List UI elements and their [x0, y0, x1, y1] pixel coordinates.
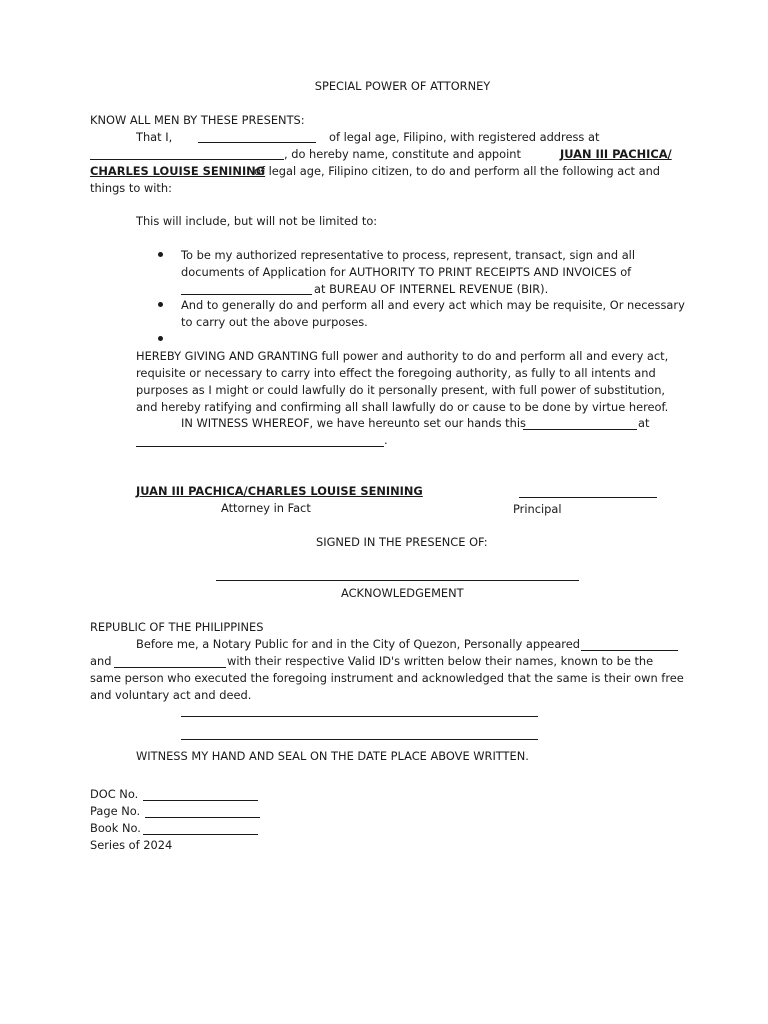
include-text: This will include, but will not be limited to:: [136, 214, 378, 228]
bullet-dot: [158, 252, 163, 257]
opening-line: KNOW ALL MEN BY THESE PRESENTS:: [90, 113, 305, 127]
doc-no-label: DOC No.: [90, 787, 139, 801]
principal-name-blank: [198, 142, 316, 143]
granting-line2: requisite or necessary to carry into effect the foregoing authority, as fully to all intents and: [136, 366, 656, 380]
bullet-dot: [158, 302, 163, 307]
granting-line3: purposes as I might or could lawfully do it personally present, with full power of substitution,: [136, 383, 666, 397]
bullet1-line3: at BUREAU OF INTERNEL REVENUE (BIR).: [314, 282, 549, 296]
republic-heading: REPUBLIC OF THE PHILIPPINES: [90, 620, 264, 634]
bullet1-line1: To be my authorized representative to process, represent, transact, sign and all: [181, 248, 635, 262]
appointee-name-part1: JUAN III PACHICA/: [560, 147, 672, 161]
address-blank: [90, 159, 284, 160]
bullet1-blank: [181, 294, 312, 295]
principal-label: Principal: [513, 502, 562, 516]
attorney-label: Attorney in Fact: [221, 501, 311, 515]
bullet2-line1: And to generally do and perform all and every act which may be requisite, Or necessary: [181, 298, 685, 312]
notary-line2: with their respective Valid ID's written below their names, known to be the: [227, 654, 654, 668]
bullet2-line2: to carry out the above purposes.: [181, 315, 368, 329]
id-line-2: [181, 739, 538, 740]
principal-signature-line: [519, 497, 657, 498]
that-i-text: That I,: [136, 130, 173, 144]
appointee-name-part2: CHARLES LOUISE SENINING: [90, 164, 266, 178]
book-no-blank: [143, 834, 258, 835]
granting-line4: and hereby ratifying and confirming all shall lawfully do or cause to be done by virtue hereof.: [136, 400, 669, 414]
witness-text: IN WITNESS WHEREOF, we have hereunto set our hands this: [181, 416, 526, 430]
legal-age-text: of legal age, Filipino, with registered address at: [329, 130, 600, 144]
p1-line2-rest: of legal age, Filipino citizen, to do and perform all the following act and: [254, 164, 661, 178]
notary-and: and: [90, 654, 112, 668]
witness-at: at: [638, 416, 650, 430]
witness-signature-line: [216, 580, 579, 581]
appoint-text: , do hereby name, constitute and appoint: [284, 147, 521, 161]
witness-period: .: [384, 433, 388, 447]
notary-line4: and voluntary act and deed.: [90, 688, 252, 702]
bullet1-line2: documents of Application for AUTHORITY TO PRINT RECEIPTS AND INVOICES of: [181, 265, 632, 279]
granting-line1: HEREBY GIVING AND GRANTING full power and authority to do and perform all and every act,: [136, 349, 669, 363]
attorney-name: JUAN III PACHICA/CHARLES LOUISE SENINING: [136, 484, 423, 498]
date-blank: [523, 429, 637, 430]
place-blank: [136, 446, 384, 447]
appeared-blank: [581, 650, 678, 651]
appeared-blank-2: [114, 667, 226, 668]
notary-line1: Before me, a Notary Public for and in the City of Quezon, Personally appeared: [136, 637, 580, 651]
witness-seal-text: WITNESS MY HAND AND SEAL ON THE DATE PLACE ABOVE WRITTEN.: [136, 749, 529, 763]
series-label: Series of 2024: [90, 838, 173, 852]
document-title: SPECIAL POWER OF ATTORNEY: [314, 79, 491, 93]
signed-presence-heading: SIGNED IN THE PRESENCE OF:: [316, 535, 488, 549]
acknowledgement-heading: ACKNOWLEDGEMENT: [341, 586, 464, 600]
p1-line3: things to with:: [90, 181, 172, 195]
bullet-dot: [158, 336, 163, 341]
page-no-blank: [145, 817, 260, 818]
notary-line3: same person who executed the foregoing instrument and acknowledged that the same is their own free: [90, 671, 684, 685]
doc-no-blank: [143, 800, 258, 801]
book-no-label: Book No.: [90, 821, 141, 835]
id-line-1: [181, 716, 538, 717]
page-no-label: Page No.: [90, 804, 141, 818]
